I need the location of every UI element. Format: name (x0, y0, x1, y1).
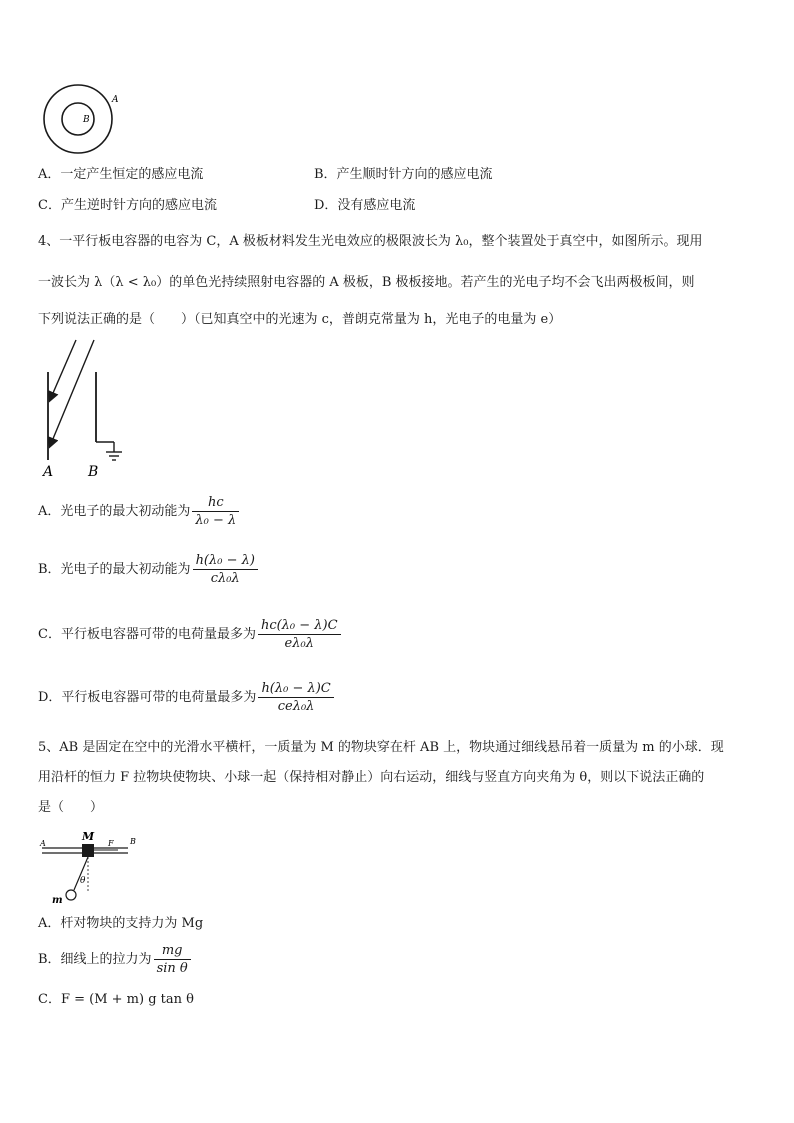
label-rod-b: B (130, 837, 136, 846)
label-rod-a: A (40, 839, 46, 848)
q4-option-c: C．平行板电容器可带的电荷量最多为 $\frac{\text{hc(λ₀ − λ)C}}{\text{eλ₀λ}}$ (38, 617, 341, 652)
q5-stem-line-2: 用沿杆的恒力 F 拉物块使物块、小球一起（保持相对静止）向右运动，细线与竖直方向夹角为 θ，则以下说法正确的 (38, 770, 705, 785)
q4-option-a: A．光电子的最大初动能为 $\frac{hc}{\text{λ₀ − λ}}$ (38, 494, 239, 529)
label-theta: θ (80, 876, 86, 886)
q4-option-d: D．平行板电容器可带的电荷量最多为 $\frac{\text{h(λ₀ − λ)C}}{\text{ceλ₀λ}}$ (38, 680, 334, 715)
q5-option-c: C．F = (M + m) g tan θ (38, 992, 194, 1007)
capacitor-figure (36, 338, 136, 480)
light-ray-2 (50, 340, 94, 446)
concentric-circles-figure (36, 82, 126, 158)
block-m (82, 844, 94, 857)
label-force-f: F (108, 839, 114, 848)
label-block-m: M (82, 830, 95, 843)
outer-circle-a (44, 85, 112, 153)
label-ball-m: m (52, 895, 63, 906)
plate-a-label: A (43, 464, 54, 480)
q4-stem-line-1: 4、一平行板电容器的电容为 C，A 极板材料发生光电效应的极限波长为 λ₀，整个装置处于真空中，如图所示。现用 (38, 234, 703, 249)
q5-stem-line-3: 是（ ） (38, 800, 104, 815)
q5-option-a: A．杆对物块的支持力为 Mg (38, 916, 204, 931)
label-a: A (112, 95, 119, 105)
q5-stem-line-1: 5、AB 是固定在空中的光滑水平横杆，一质量为 M 的物块穿在杆 AB 上，物块通过细线悬吊着一质量为 m 的小球．现 (38, 740, 724, 755)
q4-stem-line-2: 一波长为 λ（λ < λ₀）的单色光持续照射电容器的 A 极板，B 极板接地。若产生的光电子均不会飞出两极板间，则 (38, 275, 695, 290)
q4-option-b: B．光电子的最大初动能为 $\frac{\text{h(λ₀ − λ)}}{\text{cλ₀λ}}$ (38, 552, 258, 587)
q3-option-d: D．没有感应电流 (314, 198, 416, 213)
q3-option-a: A．一定产生恒定的感应电流 (38, 167, 204, 182)
ball (66, 890, 76, 900)
q4-stem-line-3: 下列说法正确的是（ ）（已知真空中的光速为 c，普朗克常量为 h，光电子的电量为 e） (38, 312, 562, 327)
rod-block-figure (36, 826, 146, 910)
q5-option-b: B．细线上的拉力为 $\frac{mg}{\text{sin θ}}$ (38, 942, 191, 977)
q3-option-c: C．产生逆时针方向的感应电流 (38, 198, 217, 213)
plate-b-label: B (88, 464, 99, 480)
q3-option-b: B．产生顺时针方向的感应电流 (314, 167, 493, 182)
label-b: B (83, 115, 90, 125)
